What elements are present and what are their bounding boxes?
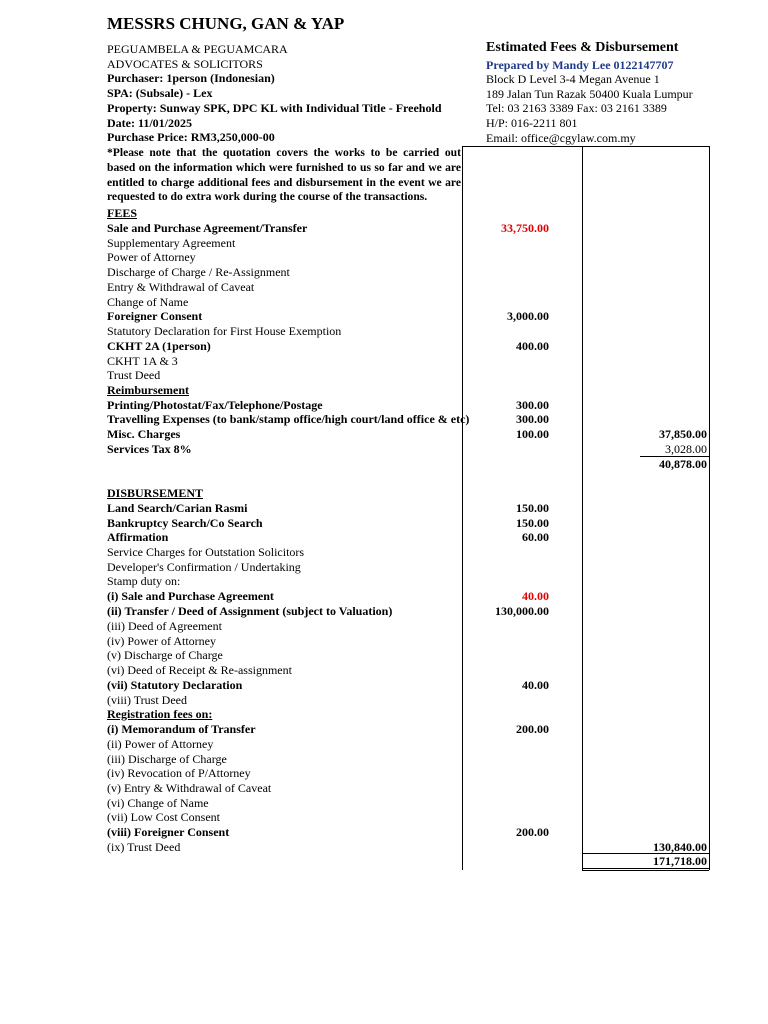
- row-total: 40,878.00: [659, 457, 707, 471]
- row-label: (vii) Statutory Declaration: [107, 678, 243, 692]
- row-label: Power of Attorney: [107, 250, 196, 264]
- purchase-price: Purchase Price: RM3,250,000-00: [107, 130, 275, 144]
- document-title: Estimated Fees & Disbursement: [486, 40, 679, 55]
- row-label: (viii) Foreigner Consent: [107, 825, 230, 839]
- row-label: Printing/Photostat/Fax/Telephone/Postage: [107, 398, 323, 412]
- table-row: [107, 796, 707, 811]
- property-info: Property: Sunway SPK, DPC KL with Individual Title - Freehold: [107, 101, 442, 115]
- firm-line-2: ADVOCATES & SOLICITORS: [107, 57, 263, 71]
- row-label: (i) Memorandum of Transfer: [107, 722, 256, 736]
- row-label: CKHT 1A & 3: [107, 354, 178, 368]
- row-total: 130,840.00: [653, 840, 707, 854]
- row-label: (vi) Deed of Receipt & Re-assignment: [107, 663, 292, 677]
- table-row: [107, 457, 707, 472]
- row-label: Entry & Withdrawal of Caveat: [107, 280, 255, 294]
- table-row: [107, 295, 707, 310]
- row-label: Affirmation: [107, 530, 169, 544]
- row-label: (vii) Low Cost Consent: [107, 810, 220, 824]
- table-row: [107, 854, 707, 869]
- email: Email: office@cgylaw.com.my: [486, 131, 636, 145]
- table-row: [107, 560, 707, 575]
- row-label: (iii) Deed of Agreement: [107, 619, 222, 633]
- row-total: 37,850.00: [659, 427, 707, 441]
- table-row: [107, 221, 707, 236]
- quotation-note: *Please note that the quotation covers the works to be carried out based on the information which were furnished to us so far and we are entitled to charge additional fees and disbursement in the event we are requested to do extra work during the course of the transactions.: [107, 146, 461, 204]
- table-row: [107, 781, 707, 796]
- row-total: 171,718.00: [653, 854, 707, 868]
- row-label: Land Search/Carian Rasmi: [107, 501, 248, 515]
- table-row: [107, 427, 707, 442]
- table-row: [107, 412, 707, 427]
- table-row: [107, 354, 707, 369]
- handphone: H/P: 016-2211 801: [486, 116, 578, 130]
- row-label: (ii) Power of Attorney: [107, 737, 214, 751]
- row-label: (iv) Power of Attorney: [107, 634, 216, 648]
- row-label: Registration fees on:: [107, 707, 213, 721]
- row-label: Misc. Charges: [107, 427, 181, 441]
- table-row: [107, 530, 707, 545]
- table-row: [107, 693, 707, 708]
- row-label: Statutory Declaration for First House Exemption: [107, 324, 342, 338]
- row-label: CKHT 2A (1person): [107, 339, 211, 353]
- table-row: [107, 678, 707, 693]
- row-label: Discharge of Charge / Re-Assignment: [107, 265, 290, 279]
- table-row: [107, 339, 707, 354]
- row-amount: 150.00: [516, 516, 549, 530]
- row-label: Developer's Confirmation / Undertaking: [107, 560, 301, 574]
- row-label: (v) Discharge of Charge: [107, 648, 223, 662]
- table-row: [107, 545, 707, 560]
- row-label: Supplementary Agreement: [107, 236, 236, 250]
- row-amount: 40.00: [522, 589, 549, 603]
- table-row: [107, 265, 707, 280]
- tel-fax: Tel: 03 2163 3389 Fax: 03 2161 3389: [486, 101, 667, 115]
- table-row: [107, 810, 707, 825]
- firm-name: MESSRS CHUNG, GAN & YAP: [107, 14, 345, 33]
- row-label: Sale and Purchase Agreement/Transfer: [107, 221, 308, 235]
- row-total: 3,028.00: [665, 442, 707, 456]
- table-top-border: [462, 146, 710, 147]
- table-row: [107, 574, 707, 589]
- spa-info: SPA: (Subsale) - Lex: [107, 86, 213, 100]
- row-label: Change of Name: [107, 295, 189, 309]
- table-row: [107, 383, 707, 398]
- table-row: [107, 324, 707, 339]
- table-row: [107, 737, 707, 752]
- table-row: [107, 236, 707, 251]
- row-amount: 200.00: [516, 722, 549, 736]
- table-row: [107, 663, 707, 678]
- row-label: Bankruptcy Search/Co Search: [107, 516, 263, 530]
- row-label: (iii) Discharge of Charge: [107, 752, 227, 766]
- row-amount: 200.00: [516, 825, 549, 839]
- prepared-by: Prepared by Mandy Lee 0122147707: [486, 58, 674, 72]
- row-label: Trust Deed: [107, 368, 161, 382]
- row-amount: 150.00: [516, 501, 549, 515]
- row-amount: 300.00: [516, 398, 549, 412]
- row-label: (ix) Trust Deed: [107, 840, 181, 854]
- table-row: [107, 398, 707, 413]
- col-divider-3: [709, 146, 710, 870]
- row-label: (iv) Revocation of P/Attorney: [107, 766, 251, 780]
- table-row: [107, 825, 707, 840]
- firm-line-1: PEGUAMBELA & PEGUAMCARA: [107, 42, 288, 56]
- row-amount: 400.00: [516, 339, 549, 353]
- table-row: [107, 648, 707, 663]
- row-label: Travelling Expenses (to bank/stamp office/high court/land office & etc): [107, 412, 470, 426]
- row-amount: 300.00: [516, 412, 549, 426]
- table-row: [107, 368, 707, 383]
- row-amount: 40.00: [522, 678, 549, 692]
- table-row: [107, 766, 707, 781]
- table-row: [107, 707, 707, 722]
- row-label: (ii) Transfer / Deed of Assignment (subject to Valuation): [107, 604, 393, 618]
- row-label: Foreigner Consent: [107, 309, 203, 323]
- row-label: (viii) Trust Deed: [107, 693, 188, 707]
- table-row: [107, 309, 707, 324]
- row-amount: 33,750.00: [501, 221, 549, 235]
- table-row: [107, 516, 707, 531]
- address-line-1: Block D Level 3-4 Megan Avenue 1: [486, 72, 660, 86]
- table-row: [107, 206, 707, 221]
- table-row: [107, 501, 707, 516]
- table-row: [107, 604, 707, 619]
- row-label: (v) Entry & Withdrawal of Caveat: [107, 781, 272, 795]
- table-row: [107, 250, 707, 265]
- row-label: FEES: [107, 206, 138, 220]
- row-amount: 60.00: [522, 530, 549, 544]
- grandtotal-rule-bottom-2: [582, 870, 709, 871]
- purchaser-info: Purchaser: 1person (Indonesian): [107, 71, 275, 85]
- table-row: [107, 619, 707, 634]
- row-label: DISBURSEMENT: [107, 486, 204, 500]
- table-row: [107, 589, 707, 604]
- row-label: (i) Sale and Purchase Agreement: [107, 589, 274, 603]
- row-label: Services Tax 8%: [107, 442, 192, 456]
- row-label: Reimbursement: [107, 383, 189, 397]
- row-amount: 100.00: [516, 427, 549, 441]
- row-amount: 130,000.00: [495, 604, 549, 618]
- row-label: Service Charges for Outstation Solicitors: [107, 545, 305, 559]
- table-row: [107, 840, 707, 855]
- table-row: [107, 752, 707, 767]
- table-row: [107, 722, 707, 737]
- table-row: [107, 280, 707, 295]
- row-label: (vi) Change of Name: [107, 796, 209, 810]
- table-row: [107, 634, 707, 649]
- row-label: Stamp duty on:: [107, 574, 181, 588]
- table-row: [107, 486, 707, 501]
- row-amount: 3,000.00: [507, 309, 549, 323]
- table-row: [107, 442, 707, 457]
- date-info: Date: 11/01/2025: [107, 116, 192, 130]
- address-line-2: 189 Jalan Tun Razak 50400 Kuala Lumpur: [486, 87, 693, 101]
